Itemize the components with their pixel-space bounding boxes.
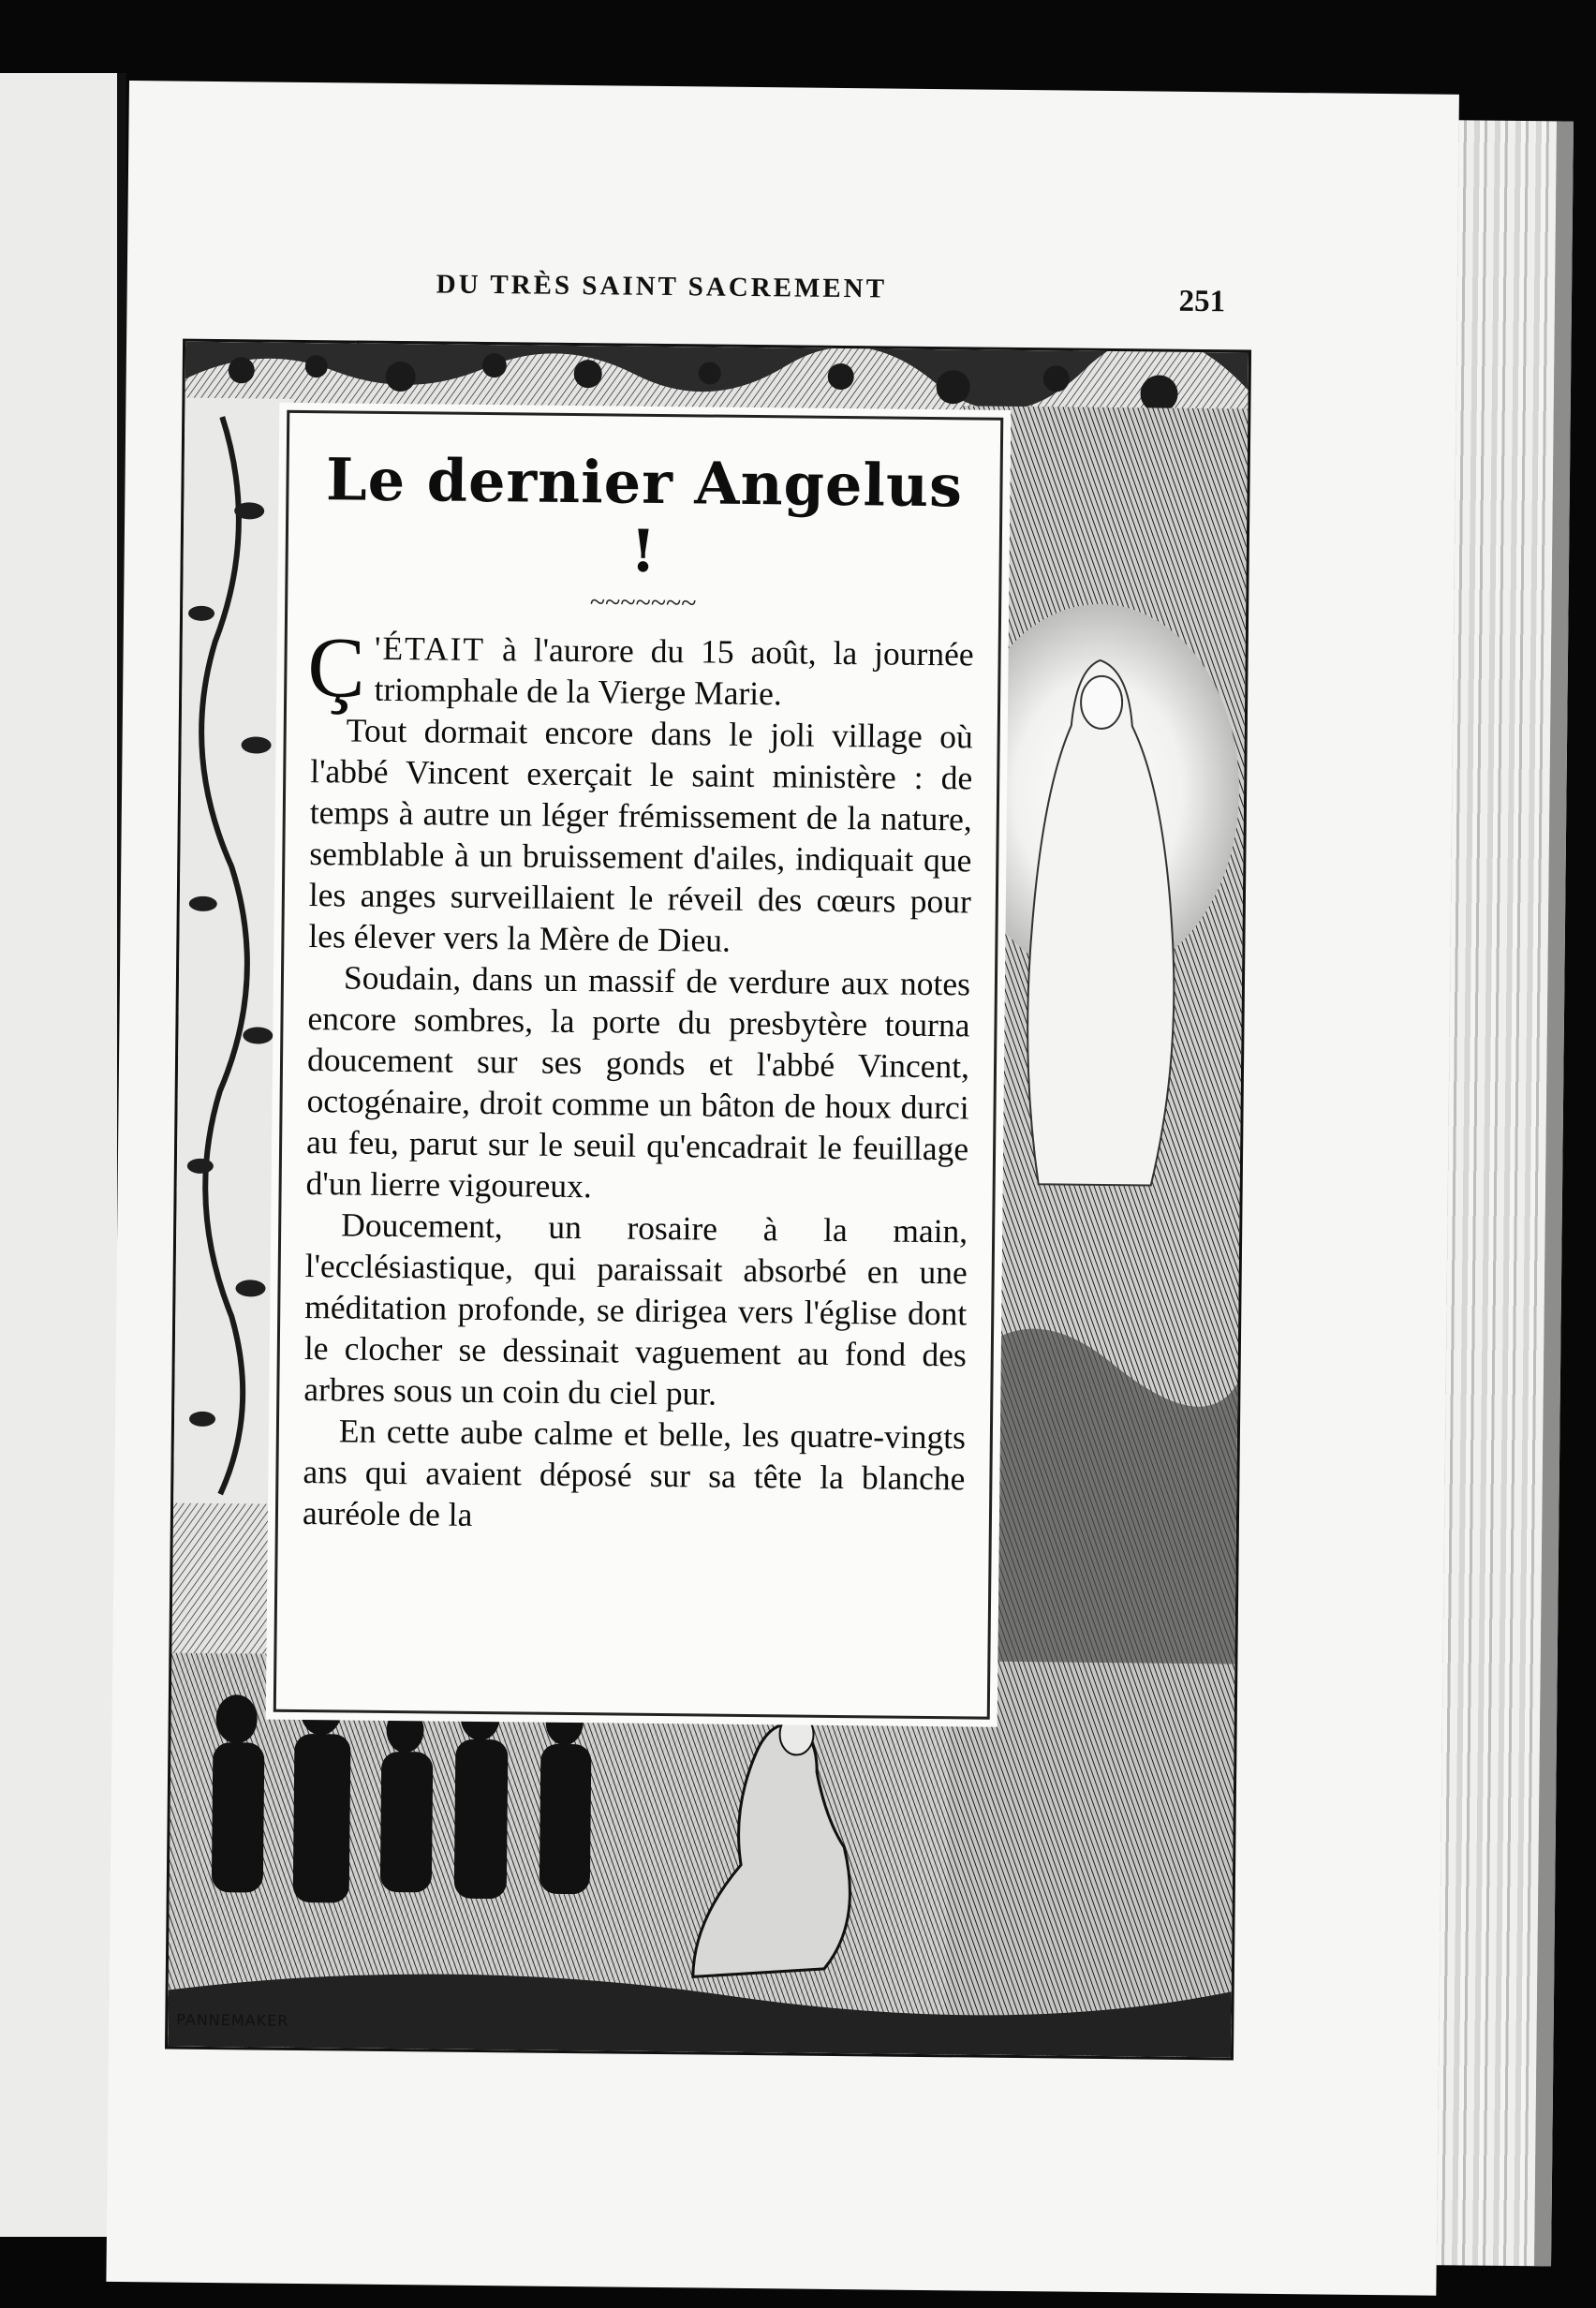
engraver-signature: PANNEMAKER (176, 2010, 289, 2030)
paragraph-1 (306, 619, 974, 716)
title-ornament: ~~~~~~~ (589, 586, 697, 619)
text-panel (273, 410, 1004, 1720)
paragraph-2: Tout dormait encore dans le joli village où l'abbé Vincent exerçait le saint ministère : de temps à autre un léger frémissement de la nature, semblable à un bruissement d'ailes, indiquait que les anges surveillaient le réveil des cœurs pour les élever vers la Mère de Dieu. (308, 711, 973, 959)
paragraph-3: Soudain, dans un massif de verdure aux notes encore sombres, la porte du presbytère tourna doucement sur ses gonds et l'abbé Vincent, octogénaire, droit comme un bâton de houx durci au feu, parut sur le seuil qu'encadrait le feuillage d'un lierre vigoureux. (305, 958, 971, 1206)
paragraph-5: En cette aube calme et belle, les quatre-vingts ans qui avaient déposé sur sa tête la blanche auréole de la (302, 1412, 967, 1533)
book-page (106, 81, 1459, 2296)
drop-cap: Ç (306, 619, 366, 716)
page-number: 251 (1178, 284, 1226, 319)
lead-smallcaps: 'ÉTAIT (374, 629, 486, 669)
paragraph-4: Doucement, un rosaire à la main, l'ecclésiastique, qui paraissait absorbé en une méditation profonde, se dirigea vers l'église dont le clocher se dessinait vaguement au fond des arbres sous un coin du ciel pur. (303, 1206, 968, 1413)
paragraph-1-text: à l'aurore du 15 août, la journée triomphale de la Vierge Marie. (374, 630, 974, 713)
facing-page-edge (0, 73, 126, 2237)
running-head: DU TRÈS SAINT SACREMENT (436, 269, 888, 304)
article-title: Le dernier Angelus ! (325, 445, 964, 585)
